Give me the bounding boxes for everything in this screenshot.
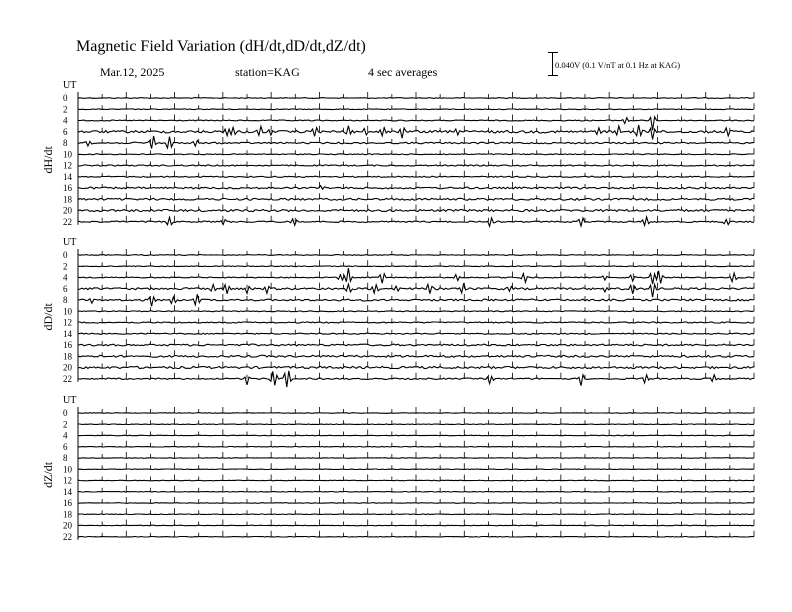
hour-tick-label: 20 bbox=[63, 520, 72, 531]
hour-tick-label: 0 bbox=[63, 250, 68, 260]
hour-tick-label: 22 bbox=[63, 216, 72, 227]
hour-tick-label: 10 bbox=[63, 149, 72, 160]
hour-tick-label: 20 bbox=[63, 362, 72, 373]
date-label: Mar.12, 2025 bbox=[100, 65, 165, 79]
hour-tick-label: 14 bbox=[63, 328, 72, 339]
hour-tick-label: 0 bbox=[63, 93, 68, 103]
component-label: dZ/dt bbox=[41, 461, 55, 488]
trace-line-14ut bbox=[78, 492, 754, 493]
hour-tick-label: 16 bbox=[63, 340, 72, 350]
hour-tick-label: 0 bbox=[63, 408, 68, 418]
trace-line-0ut bbox=[78, 255, 754, 256]
component-label: dH/dt bbox=[41, 146, 55, 174]
trace-line-16ut bbox=[78, 503, 754, 504]
hour-tick-label: 22 bbox=[63, 373, 72, 384]
hour-tick-label: 2 bbox=[63, 419, 68, 430]
trace-line-2ut bbox=[78, 424, 754, 425]
trace-line-18ut bbox=[78, 514, 754, 515]
trace-line-20ut bbox=[78, 525, 754, 526]
hour-tick-label: 8 bbox=[63, 295, 68, 305]
station-label: station=KAG bbox=[235, 65, 300, 79]
trace-line-0ut bbox=[78, 413, 754, 414]
hour-tick-label: 10 bbox=[63, 464, 72, 475]
trace-line-22ut bbox=[78, 537, 754, 538]
trace-line-12ut bbox=[78, 165, 754, 166]
ut-axis-label: UT bbox=[63, 395, 77, 406]
hour-tick-label: 6 bbox=[63, 441, 68, 452]
hour-tick-label: 16 bbox=[63, 498, 72, 508]
hour-tick-label: 16 bbox=[63, 183, 72, 193]
hour-tick-label: 6 bbox=[63, 283, 68, 294]
panel-dD-dt bbox=[41, 237, 754, 387]
chart-title: Magnetic Field Variation (dH/dt,dD/dt,dZ/dt) bbox=[76, 38, 366, 55]
hour-tick-label: 18 bbox=[63, 509, 72, 520]
hour-tick-label: 10 bbox=[63, 306, 72, 317]
hour-tick-label: 18 bbox=[63, 194, 72, 205]
hour-tick-label: 2 bbox=[63, 104, 68, 115]
averaging-label: 4 sec averages bbox=[368, 65, 438, 79]
trace-line-14ut bbox=[78, 333, 754, 334]
hour-tick-label: 4 bbox=[63, 430, 68, 441]
hour-tick-label: 6 bbox=[63, 126, 68, 137]
trace-line-12ut bbox=[78, 480, 754, 481]
trace-line-4ut bbox=[78, 435, 754, 436]
trace-line-8ut bbox=[78, 458, 754, 459]
ut-axis-label: UT bbox=[63, 80, 77, 91]
hour-tick-label: 14 bbox=[63, 486, 72, 497]
ut-axis-label: UT bbox=[63, 237, 77, 248]
component-label: dD/dt bbox=[41, 303, 55, 331]
panel-dZ-dt bbox=[41, 395, 754, 542]
trace-line-10ut bbox=[78, 469, 754, 470]
hour-tick-label: 20 bbox=[63, 205, 72, 216]
hour-tick-label: 2 bbox=[63, 261, 68, 272]
trace-line-12ut bbox=[78, 322, 754, 323]
trace-line-10ut bbox=[78, 311, 754, 312]
hour-tick-label: 4 bbox=[63, 115, 68, 126]
hour-tick-label: 14 bbox=[63, 171, 72, 182]
hour-tick-label: 12 bbox=[63, 160, 72, 171]
hour-tick-label: 22 bbox=[63, 531, 72, 542]
hour-tick-label: 8 bbox=[63, 453, 68, 463]
hour-tick-label: 12 bbox=[63, 475, 72, 486]
trace-line-6ut bbox=[78, 447, 754, 448]
scale-label: 0.040V (0.1 V/nT at 0.1 Hz at KAG) bbox=[555, 60, 681, 70]
panel-dH-dt bbox=[41, 80, 754, 227]
hour-tick-label: 4 bbox=[63, 272, 68, 283]
hour-tick-label: 12 bbox=[63, 317, 72, 328]
hour-tick-label: 18 bbox=[63, 351, 72, 362]
hour-tick-label: 8 bbox=[63, 138, 68, 148]
